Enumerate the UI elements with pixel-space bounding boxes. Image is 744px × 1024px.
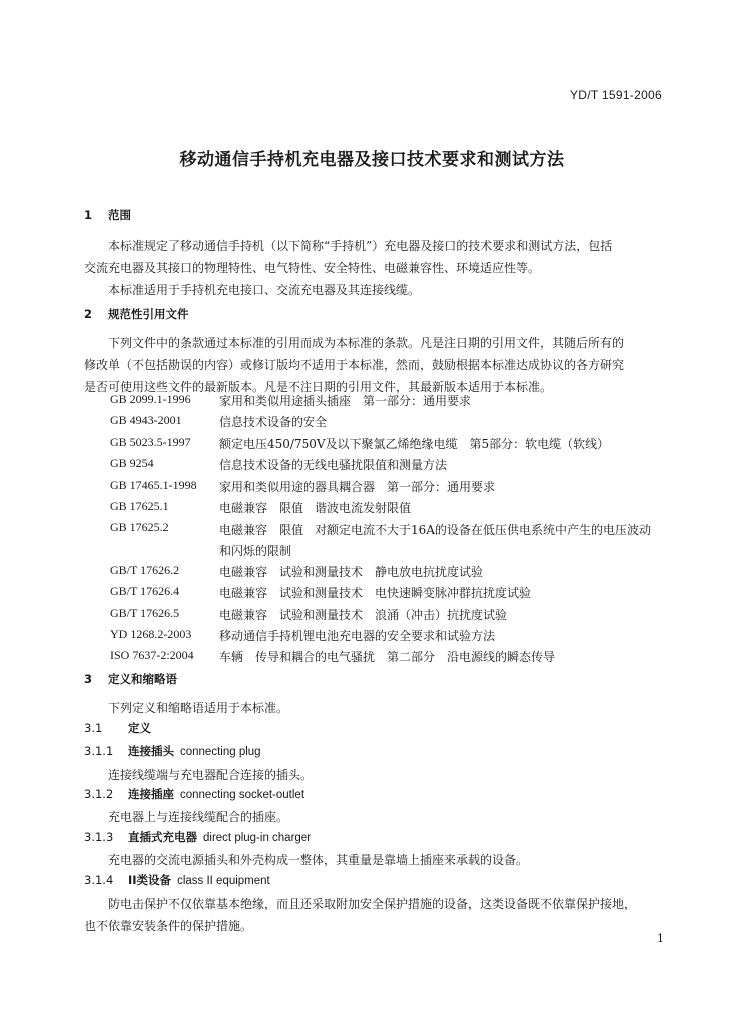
definition-3-1-3-heading [84,829,311,845]
reference-code: GB/T 17626.5 [110,605,180,620]
section-2-para-line-2: 修改单（不包括勘误的内容）或修订版均不适用于本标准，然而，鼓励根据本标准达成协议的各方研究 [84,358,625,372]
reference-code: GB 5023.5-1997 [110,434,191,449]
reference-title: 移动通信手持机锂电池充电器的安全要求和试验方法 [219,629,496,644]
section-number: 3 [84,672,93,686]
reference-item [110,520,670,563]
reference-title: 车辆 传导和耦合的电气骚扰 第二部分 沿电源线的瞬态传导 [219,650,556,665]
definition-term: 连接插头 [128,744,174,758]
section-title: 规范性引用文件 [108,307,189,321]
section-1-para-1-line-2: 交流充电器及其接口的物理特性、电气特性、安全特性、电磁兼容性、环境适应性等。 [84,261,541,275]
section-3-heading [84,671,177,687]
reference-code: GB 2099.1-1996 [110,392,191,406]
section-number: 2 [84,307,93,321]
reference-item [110,392,670,413]
reference-item [110,606,670,627]
reference-list [110,392,670,670]
page-title: 移动通信手持机充电器及接口技术要求和测试方法 [179,150,565,170]
definition-english: direct plug-in charger [203,832,312,844]
reference-title: 家用和类似用途插头插座 第一部分：通用要求 [219,394,472,408]
reference-title: 电磁兼容 试验和测量技术 电快速瞬变脉冲群抗扰度试验 [219,586,532,601]
definition-3-1-3-text: 充电器的交流电源插头和外壳构成一整体，其重量是靠墙上插座来承载的设备。 [108,853,529,867]
reference-code: GB/T 17626.4 [110,584,180,599]
reference-item [110,563,670,584]
section-1-heading [84,207,131,223]
definition-english: class II equipment [177,875,270,887]
definition-3-1-1-text: 连接线缆端与充电器配合连接的插头。 [108,768,313,782]
reference-code: GB 9254 [110,456,154,471]
definition-3-1-4-text-line-2: 也不依靠安装条件的保护措施。 [84,919,253,933]
section-2-heading [84,306,189,322]
definition-number: 3.1.2 [84,787,114,801]
reference-item [110,413,670,434]
definition-3-1-4-heading [84,872,270,888]
reference-title: 电磁兼容 限值 谐波电流发射限值 [219,500,412,515]
definition-3-1-4-text-line-1: 防电击保护不仅依靠基本绝缘，而且还采取附加安全保护措施的设备，这类设备既不依靠保护接地， [108,897,637,911]
definition-3-1-2-heading [84,786,304,802]
definition-3-1-1-heading [84,743,261,759]
definition-number: 3.1.4 [84,873,114,887]
reference-code: GB 4943-2001 [110,413,182,428]
reference-code: GB 17625.1 [110,498,169,513]
reference-code: GB/T 17626.2 [110,562,180,577]
section-title: 范围 [108,208,131,222]
subsection-title: 定义 [128,721,151,735]
section-2-para-line-1: 下列文件中的条款通过本标准的引用而成为本标准的条款。凡是注日期的引用文件，其随后所有的 [108,336,625,350]
reference-title: 信息技术设备的无线电骚扰限值和测量方法 [219,458,448,473]
reference-item [110,627,670,648]
reference-item [110,478,670,499]
definition-english: connecting plug [180,746,261,758]
subsection-number: 3.1 [84,721,103,735]
page-number: 1 [657,932,664,945]
reference-item [110,435,670,456]
reference-item [110,456,670,477]
definition-term: 连接插座 [128,787,174,801]
reference-code: YD 1268.2-2003 [110,627,192,642]
subsection-3-1-heading [84,720,151,736]
reference-title: 电磁兼容 试验和测量技术 浪涌（冲击）抗扰度试验 [219,607,508,622]
reference-title: 电磁兼容 限值 对额定电流不大于16A的设备在低压供电系统中产生的电压波动和闪烁的限制 [219,523,651,559]
standard-number: YD/T 1591-2006 [569,88,662,102]
reference-title: 电磁兼容 试验和测量技术 静电放电抗扰度试验 [219,564,484,579]
section-3-intro: 下列定义和缩略语适用于本标准。 [108,701,289,715]
definition-term: 直插式充电器 [128,830,197,844]
definition-term: II类设备 [128,873,172,887]
reference-item [110,499,670,520]
reference-title: 家用和类似用途的器具耦合器 第一部分：通用要求 [219,479,496,494]
definition-number: 3.1.1 [84,744,114,758]
reference-item [110,648,670,669]
section-1-para-2: 本标准适用于手持机充电接口、交流充电器及其连接线缆。 [108,283,421,297]
reference-code: GB 17625.2 [110,520,169,535]
reference-title: 信息技术设备的安全 [219,415,328,430]
section-number: 1 [84,208,93,222]
reference-code: ISO 7637-2:2004 [110,648,194,663]
reference-code: GB 17465.1-1998 [110,477,197,492]
definition-number: 3.1.3 [84,830,114,844]
section-1-para-1-line-1: 本标准规定了移动通信手持机（以下简称“手持机”）充电器及接口的技术要求和测试方法，包括 [108,239,613,253]
section-title: 定义和缩略语 [108,672,177,686]
definition-3-1-2-text: 充电器上与连接线缆配合的插座。 [108,810,289,824]
definition-english: connecting socket-outlet [180,789,305,801]
reference-item [110,584,670,605]
section-2-para-line-3: 是否可使用这些文件的最新版本。凡是不注日期的引用文件，其最新版本适用于本标准。 [84,380,553,394]
reference-title: 额定电压450/750V及以下聚氯乙烯绝缘电缆 第5部分：软电缆（软线） [219,436,610,451]
